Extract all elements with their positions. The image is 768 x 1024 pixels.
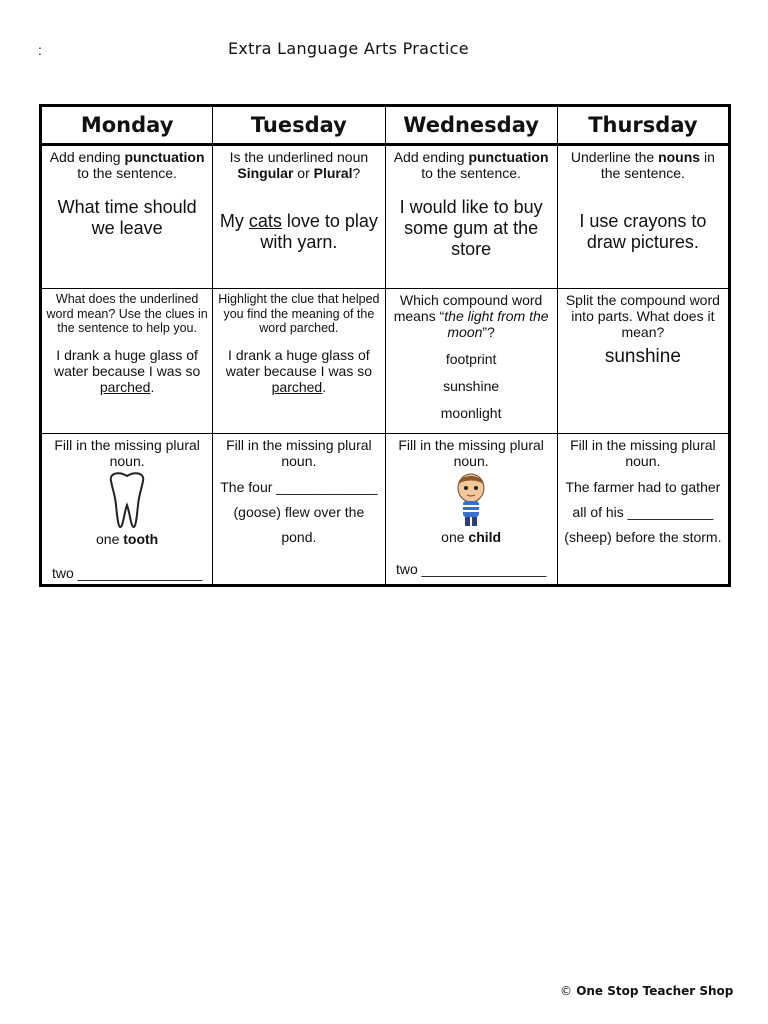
practice-sentence: My cats love to play with yarn. [219,211,378,253]
table-row [41,289,730,433]
instruction: Fill in the missing plural noun. [570,436,716,469]
cell-wednesday-plural-child [385,433,557,585]
cell-tuesday-highlight-clue [213,289,385,433]
answer-blank: two ________________ [51,564,203,581]
table-row [41,145,730,289]
compound-word: sunshine [604,346,681,368]
practice-sentence: I drank a huge glass of water because I was so parched. [53,346,201,395]
day-header-thursday: Thursday [557,106,729,145]
cell-wednesday-compound-word [385,289,557,433]
page-title: Extra Language Arts Practice [228,39,469,58]
option-sunshine: sunshine [443,378,500,395]
cell-monday-word-meaning [41,289,213,433]
instruction: Add ending punctuation to the sentence. [393,149,549,182]
instruction: What does the underlined word mean? Use the clues in the sentence to help you. [46,292,208,336]
tooth-illustration [42,471,212,531]
practice-sentence: The farmer had to gather all of his ___________ (sheep) before the storm. [564,478,722,545]
day-header-row [41,106,730,145]
day-header-monday: Monday [41,106,213,145]
table-row [41,433,730,585]
instruction: Is the underlined noun Singular or Plural? [229,149,369,182]
instruction: Fill in the missing plural noun. [54,436,200,469]
cell-wednesday-punctuation [385,145,557,289]
cell-tuesday-noun [213,145,385,289]
instruction: Fill in the missing plural noun. [226,436,372,469]
instruction: Highlight the clue that helped you find the meaning of the word parched. [218,292,380,336]
practice-sentence: I use crayons to draw pictures. [579,211,707,253]
weekly-practice-table [39,104,731,587]
instruction: Underline the nouns in the sentence. [570,149,715,182]
practice-sentence: I would like to buy some gum at the store [399,197,543,260]
cell-monday-punctuation [41,145,213,289]
practice-sentence: The four _____________ (goose) flew over the pond. [220,478,378,545]
instruction: Fill in the missing plural noun. [398,436,544,469]
cell-thursday-nouns [557,145,729,289]
option-footprint: footprint [445,351,497,368]
practice-sentence: What time should we leave [57,197,197,239]
instruction: Add ending punctuation to the sentence. [49,149,205,182]
cell-tuesday-plural-goose [213,433,385,585]
singular-noun: one tooth [96,530,159,547]
child-illustration [386,471,557,529]
instruction: Split the compound word into parts. What does it mean? [565,292,720,341]
copyright-footer: © One Stop Teacher Shop [560,984,734,998]
cell-thursday-plural-sheep [557,433,729,585]
option-moonlight: moonlight [440,405,502,422]
cell-thursday-split-compound [557,289,729,433]
practice-sentence: I drank a huge glass of water because I was so parched. [225,346,373,395]
answer-blank: two ________________ [395,560,547,577]
cell-monday-plural-tooth [41,433,213,585]
day-header-wednesday: Wednesday [385,106,557,145]
name-label: : [38,42,42,58]
instruction: Which compound word means “the light from the moon”? [393,292,549,341]
singular-noun: one child [441,528,502,545]
day-header-tuesday: Tuesday [213,106,385,145]
compound-word-options [386,346,557,427]
